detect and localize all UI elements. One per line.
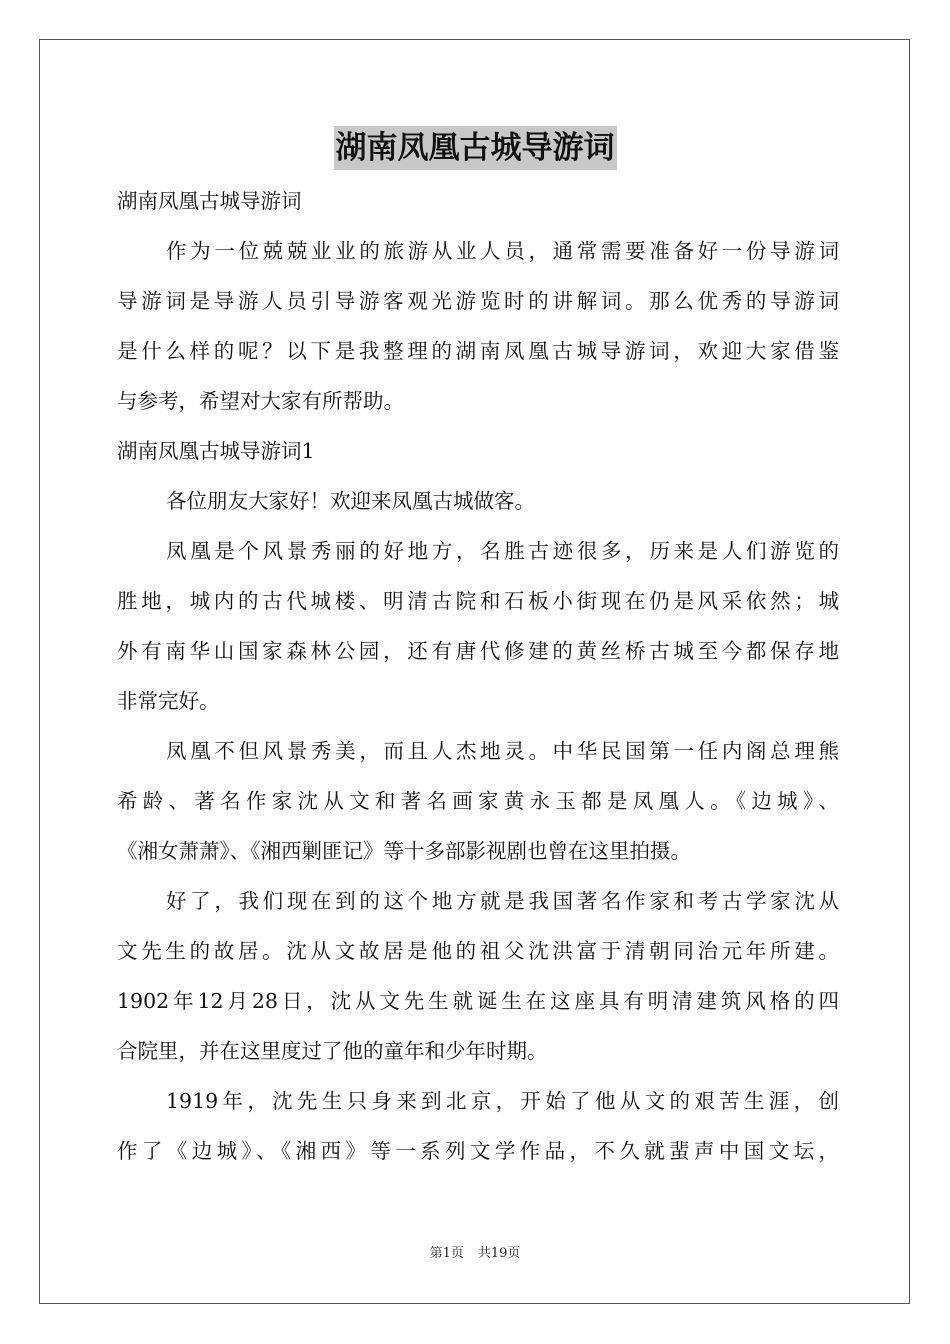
page-total: 共19页: [477, 1246, 521, 1261]
text-line: 《湘女萧萧》、《湘西剿匪记》等十多部影视剧也曾在这里拍摄。: [117, 839, 691, 863]
text-line: 胜地，城内的古代城楼、明清古院和石板小街现在仍是风采依然；城: [117, 589, 839, 613]
title-container: [0, 126, 950, 170]
text-line: 希龄、著名作家沈从文和著名画家黄永玉都是凤凰人。《边城》、: [117, 789, 839, 813]
text-line: 与参考，希望对大家有所帮助。: [117, 389, 404, 413]
text-line: 好了，我们现在到的这个地方就是我国著名作家和考古学家沈从: [166, 889, 839, 913]
text-line: 湖南凤凰古城导游词1: [117, 439, 315, 463]
text-line: 作了《边城》、《湘西》等一系列文学作品，不久就蜚声中国文坛，: [117, 1139, 839, 1163]
page-footer: [0, 1245, 950, 1263]
text-line: 凤凰不但风景秀美，而且人杰地灵。中华民国第一任内阁总理熊: [166, 739, 839, 763]
text-line: 作为一位兢兢业业的旅游从业人员，通常需要准备好一份导游词: [166, 239, 839, 263]
text-line: 导游词是导游人员引导游客观光游览时的讲解词。那么优秀的导游词: [117, 289, 839, 313]
text-line: 凤凰是个风景秀丽的好地方，名胜古迹很多，历来是人们游览的: [166, 539, 839, 563]
text-line: 合院里，并在这里度过了他的童年和少年时期。: [117, 1039, 548, 1063]
text-line: 非常完好。: [117, 689, 220, 713]
text-line: 各位朋友大家好！欢迎来凤凰古城做客。: [166, 489, 535, 513]
document-title: 湖南凤凰古城导游词: [334, 126, 617, 170]
page-number: 第1页: [429, 1246, 464, 1261]
text-line: 外有南华山国家森林公园，还有唐代修建的黄丝桥古城至今都保存地: [117, 639, 839, 663]
document-body: [117, 176, 839, 1176]
text-line: 1919年，沈先生只身来到北京，开始了他从文的艰苦生涯，创: [166, 1089, 839, 1113]
text-line: 湖南凤凰古城导游词: [117, 189, 302, 213]
text-line: 文先生的故居。沈从文故居是他的祖父沈洪富于清朝同治元年所建。: [117, 939, 839, 963]
text-line: 是什么样的呢？以下是我整理的湖南凤凰古城导游词，欢迎大家借鉴: [117, 339, 839, 363]
text-line: 1902年12月28日，沈从文先生就诞生在这座具有明清建筑风格的四: [117, 989, 839, 1013]
